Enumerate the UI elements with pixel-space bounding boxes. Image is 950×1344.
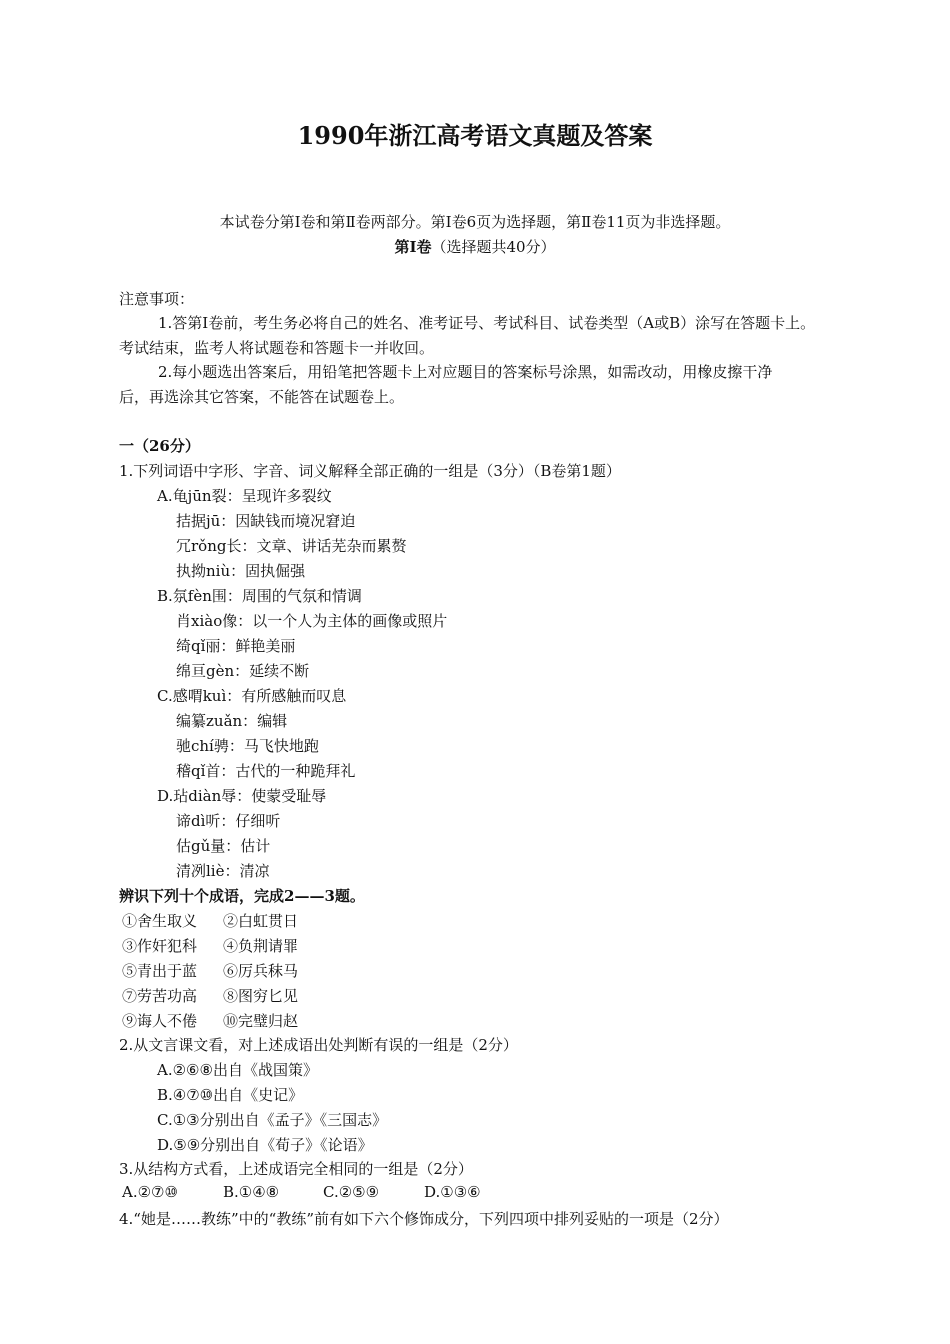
idiom-item: ③作奸犯科 [122,937,198,955]
q1-option-d-1: D.玷diàn辱：使蒙受耻辱 [157,787,327,805]
part1-label: 第Ⅰ卷 [394,238,432,256]
q4-stem: 4.“她是……教练”中的“教练”前有如下六个修饰成分，下列四项中排列妥贴的一项是（2分） [119,1210,729,1228]
q3-option-d: D.①③⑥ [424,1183,481,1201]
q1-option-b-4: 绵亘gèn：延续不断 [176,662,310,680]
q1-option-c-3: 驰chí骋：马飞快地跑 [176,737,319,755]
q1-option-c-1: C.感喟kuì：有所感触而叹息 [157,687,347,705]
idiom-item: ⑥厉兵秣马 [223,962,299,980]
idiom-item: ⑦劳苦功高 [122,987,198,1005]
q1-option-b-1: B.氛fèn围：周围的气氛和情调 [157,587,362,605]
notice-item1-line1: 1.答第Ⅰ卷前，考生务必将自己的姓名、准考证号、考试科目、试卷类型（A或B）涂写在答题卡上。 [158,314,816,332]
q3-option-c: C.②⑤⑨ [323,1183,380,1201]
q1-stem: 1.下列词语中字形、字音、词义解释全部正确的一组是（3分）（B卷第1题） [119,462,621,480]
q2-option-d: D.⑤⑨分别出自《荀子》《论语》 [157,1136,373,1154]
q1-option-c-4: 稽qǐ首：古代的一种跪拜礼 [176,762,356,780]
notice-item2-line1: 2.每小题选出答案后，用铅笔把答题卡上对应题目的答案标号涂黑，如需改动，用橡皮擦干净 [158,363,773,381]
notice-heading: 注意事项： [119,290,195,308]
idiom-item: ①舍生取义 [122,912,198,930]
idiom-heading: 辨识下列十个成语，完成2——3题。 [119,887,365,905]
q1-option-b-2: 肖xiào像：以一个人为主体的画像或照片 [176,612,448,630]
part1-heading [0,236,950,257]
q3-option-a: A.②⑦⑩ [122,1183,178,1201]
section1-heading: 一（26分） [119,437,200,455]
q1-option-d-3: 估gǔ量：估计 [176,837,271,855]
q1-option-d-4: 清冽liè：清凉 [176,862,270,880]
intro-text: 本试卷分第Ⅰ卷和第Ⅱ卷两部分。第Ⅰ卷6页为选择题，第Ⅱ卷11页为非选择题。 [219,213,731,231]
q1-option-a-4: 执拗niù：固执倔强 [176,562,306,580]
q1-option-c-2: 编纂zuǎn：编辑 [176,712,288,730]
q3-option-b: B.①④⑧ [223,1183,280,1201]
idiom-item: ⑤青出于蓝 [122,962,198,980]
q3-stem: 3.从结构方式看，上述成语完全相同的一组是（2分） [119,1160,473,1178]
q1-option-a-2: 拮据jū：因缺钱而境况窘迫 [176,512,356,530]
q2-option-b: B.④⑦⑩出自《史记》 [157,1086,304,1104]
notice-item2-line2: 后，再选涂其它答案，不能答在试题卷上。 [119,388,405,406]
idiom-item: ⑧图穷匕见 [223,987,299,1005]
q2-stem: 2.从文言课文看，对上述成语出处判断有误的一组是（2分） [119,1036,518,1054]
idiom-item: ②白虹贯日 [223,912,299,930]
q1-option-a-1: A.龟jūn裂：呈现许多裂纹 [157,487,332,505]
part1-note: （选择题共40分） [431,238,556,256]
q2-option-a: A.②⑥⑧出自《战国策》 [157,1061,318,1079]
q1-option-a-3: 冗rǒng长：文章、讲话芜杂而累赘 [176,537,407,555]
page-title: 1990年浙江高考语文真题及答案 [297,121,653,150]
idiom-item: ⑨诲人不倦 [122,1012,198,1030]
q2-option-c: C.①③分别出自《孟子》《三国志》 [157,1111,388,1129]
q1-option-b-3: 绮qǐ丽：鲜艳美丽 [176,637,296,655]
idiom-item: ④负荆请罪 [223,937,299,955]
idiom-item: ⑩完璧归赵 [223,1012,299,1030]
q1-option-d-2: 谛dì听：仔细听 [176,812,281,830]
notice-item1-line2: 考试结束，监考人将试题卷和答题卡一并收回。 [119,339,435,357]
